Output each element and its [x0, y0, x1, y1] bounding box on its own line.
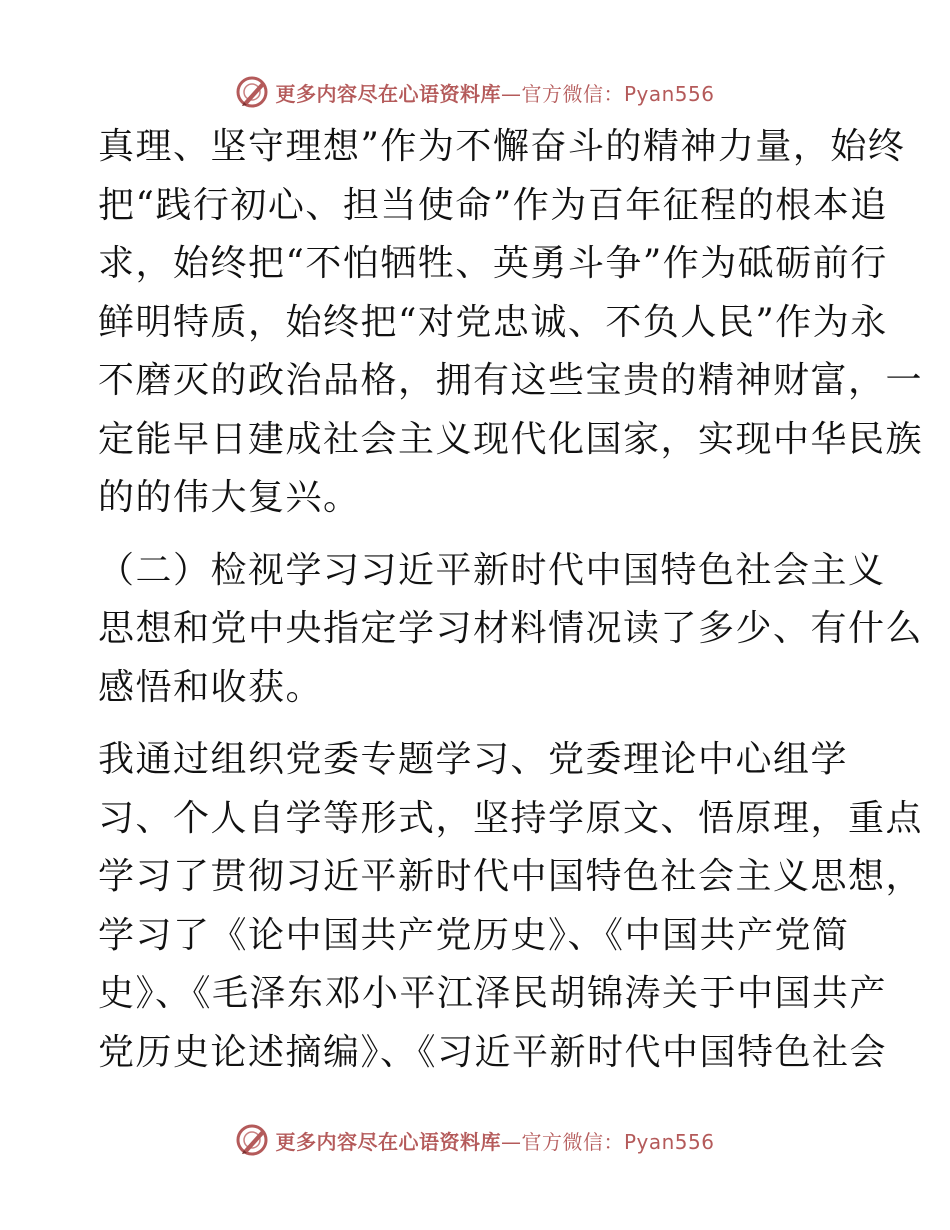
text-line: 学习了《论中国共产党历史》、《中国共产党简: [98, 914, 850, 956]
text-line: 定能早日建成社会主义现代化国家，实现中华民族: [98, 418, 924, 460]
pen-logo-icon: [235, 75, 269, 109]
footer-watermark: [0, 1120, 950, 1160]
paragraph-1: [98, 118, 924, 528]
header-watermark-text: [275, 78, 714, 107]
header-brand: 更多内容尽在心语资料库: [275, 81, 501, 106]
text-line: 感悟和收获。: [98, 666, 324, 708]
text-line: 求，始终把“不怕牺牲、英勇斗争”作为砥砺前行: [98, 243, 888, 284]
header-wechat: 官方微信：Pyan556: [521, 81, 715, 106]
document-body: [98, 118, 924, 1082]
header-separator: —: [500, 81, 522, 106]
footer-separator: —: [500, 1129, 522, 1154]
text-line: 的的伟大复兴。: [98, 477, 361, 518]
header-watermark: [0, 72, 950, 112]
text-line: 思想和党中央指定学习材料情况读了多少、有什么: [98, 608, 924, 649]
pen-logo-icon: [235, 1123, 269, 1157]
text-line: 习、个人自学等形式，坚持学原文、悟原理，重点: [98, 797, 924, 839]
text-line: 学习了贯彻习近平新时代中国特色社会主义思想，: [98, 856, 924, 897]
paragraph-3: [98, 731, 924, 1082]
footer-wechat: 官方微信：Pyan556: [521, 1129, 715, 1154]
text-line: 不磨灭的政治品格，拥有这些宝贵的精神财富，一: [98, 360, 924, 401]
text-line: 真理、坚守理想”作为不懈奋斗的精神力量，始终: [98, 126, 906, 167]
text-line: （二）检视学习习近平新时代中国特色社会主义: [98, 549, 886, 591]
text-line: 史》、《毛泽东邓小平江泽民胡锦涛关于中国共产: [98, 973, 888, 1014]
text-line: 鲜明特质，始终把“对党忠诚、不负人民”作为永: [98, 301, 888, 343]
paragraph-2-heading: [98, 542, 924, 718]
text-line: 我通过组织党委专题学习、党委理论中心组学: [98, 739, 849, 780]
footer-brand: 更多内容尽在心语资料库: [275, 1129, 501, 1154]
text-line: 把“践行初心、担当使命”作为百年征程的根本追: [98, 184, 888, 226]
text-line: 党历史论述摘编》、《习近平新时代中国特色社会: [98, 1031, 888, 1073]
footer-watermark-text: [275, 1126, 714, 1155]
